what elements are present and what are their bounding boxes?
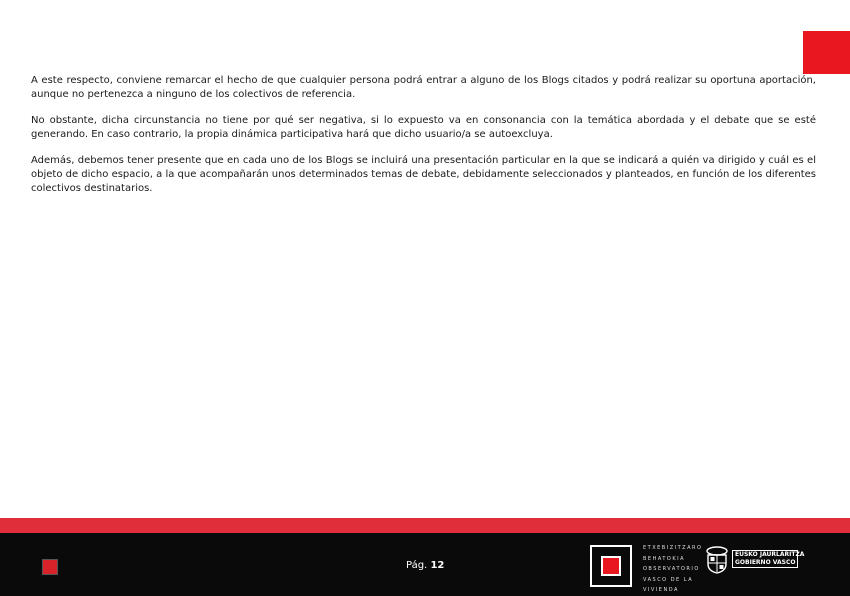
- paragraph-1: A este respecto, conviene remarcar el hecho de que cualquier persona podrá entrar a alguno de los Blogs citados y podrá realizar su oportuna aportación, aunque no pertenezca a ninguno de los colectivos de referencia.: [31, 75, 816, 100]
- footer-red-band: [0, 518, 850, 533]
- government-name: [732, 550, 805, 568]
- observatory-line: VIVIENDA: [643, 587, 679, 593]
- government-line: EUSKO JAURLARITZA: [735, 551, 805, 558]
- page-number: [406, 560, 444, 571]
- footer-red-square-icon: [42, 559, 58, 575]
- corner-red-square-icon: [803, 31, 850, 74]
- page-prefix: Pág.: [406, 560, 428, 571]
- observatory-logo-icon: [590, 545, 632, 587]
- paragraph-3: Además, debemos tener presente que en cada uno de los Blogs se incluirá una presentación particular en la que se indicará a quién va dirigido y cuál es el objeto de dicho espacio, a la que acompañarán unos determinados temas de debate, debidamente seleccionados y planteados, en función de los diferentes colectivos destinatarios.: [31, 155, 816, 194]
- observatory-line: VASCO DE LA: [643, 576, 694, 583]
- observatory-logo-inner-square: [601, 556, 621, 576]
- coat-of-arms-icon: [705, 546, 729, 574]
- observatory-name: [643, 543, 703, 596]
- page-footer: [0, 533, 850, 596]
- observatory-line: ETXEBIZITZARO: [643, 545, 703, 551]
- government-line: GOBIERNO VASCO: [735, 559, 796, 566]
- paragraph-2: No obstante, dicha circunstancia no tiene por qué ser negativa, si lo expuesto va en consonancia con la temática abordada y el debate que se esté generando. En caso contrario, la propia dinámica participativa hará que dicho usuario/a se autoexcluya.: [31, 115, 816, 140]
- page-number-value: 12: [430, 560, 445, 571]
- observatory-line: OBSERVATORIO: [643, 566, 700, 572]
- observatory-line: BEHATOKIA: [643, 555, 686, 562]
- document-body: [31, 74, 816, 208]
